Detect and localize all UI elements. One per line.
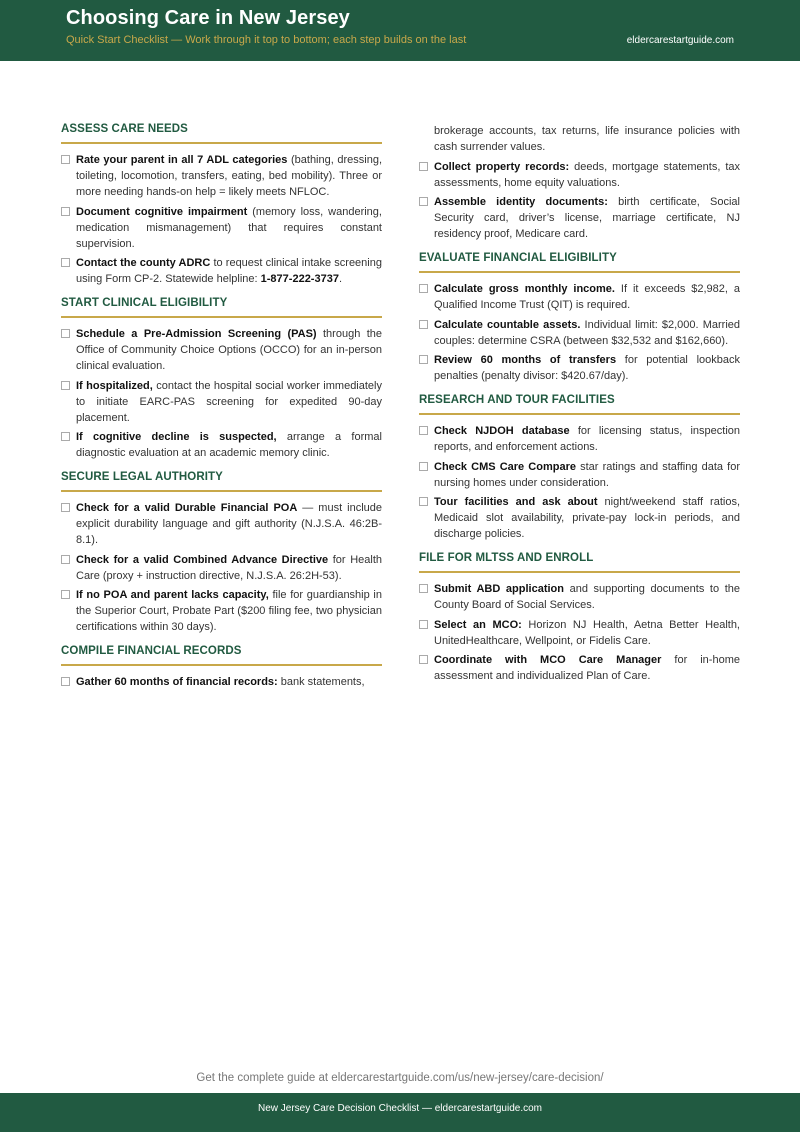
item-text: through the Office of Community Choice Options (OCCO) for an in-person clinical evaluation. <box>76 328 383 372</box>
checklist-item <box>419 581 740 613</box>
checklist-item <box>61 204 382 252</box>
checkbox-icon[interactable] <box>61 555 70 564</box>
item-label: Review 60 months of transfers <box>434 354 617 366</box>
item-label: Check for a valid Combined Advance Directive <box>76 553 329 566</box>
checklist-item <box>419 652 740 684</box>
checklist-item <box>61 326 382 374</box>
checklist-item <box>419 423 740 455</box>
item-text: deeds, mortgage statements, tax assessments, home equity valuations. <box>434 160 740 189</box>
checkbox-icon[interactable] <box>61 381 70 390</box>
checklist-item <box>61 429 382 461</box>
item-text: for potential lookback penalties (penalty divisor: $420.67/day). <box>434 354 740 382</box>
page-footer <box>0 1093 800 1132</box>
item-label: Check NJDOH database <box>434 425 570 437</box>
item-label: Check CMS Care Compare <box>434 460 576 473</box>
left-column <box>61 123 382 694</box>
right-column <box>419 123 740 688</box>
item-label: Contact the county ADRC <box>76 257 211 269</box>
checkbox-icon[interactable] <box>61 207 70 216</box>
checkbox-icon[interactable] <box>419 284 428 293</box>
checkbox-icon[interactable] <box>419 355 428 364</box>
item-text: Individual limit: $2,000. Married couples: determine CSRA (between $32,532 and $162,660). <box>434 318 740 347</box>
checkbox-icon[interactable] <box>61 155 70 164</box>
item-text: night/weekend staff ratios, Medicaid slot availability, private-pay lock-in periods, and discharge policies. <box>434 496 741 540</box>
item-text: If it exceeds $2,982, a Qualified Income Trust (QIT) is required. <box>434 283 741 311</box>
item-label: Rate your parent in all 7 ADL categories <box>76 154 288 166</box>
item-label: Assemble identity documents: <box>434 196 608 208</box>
helpline-number: 1-877-222-3737 <box>260 273 339 285</box>
checkbox-icon[interactable] <box>61 258 70 267</box>
item-label: Collect property records: <box>434 160 570 173</box>
section-title-mltss: FILE FOR MLTSS AND ENROLL <box>419 552 740 573</box>
section-title-records: COMPILE FINANCIAL RECORDS <box>61 645 382 666</box>
header-site-link[interactable]: eldercarestartguide.com <box>626 35 734 46</box>
item-text: . <box>338 273 343 285</box>
checkbox-icon[interactable] <box>61 677 70 686</box>
item-text: to request clinical intake screening using Form CP-2. Statewide helpline: <box>76 257 382 285</box>
checkbox-icon[interactable] <box>419 197 428 206</box>
checkbox-icon[interactable] <box>419 426 428 435</box>
item-text: for licensing status, inspection reports, and enforcement actions. <box>434 425 740 453</box>
item-text: for Health Care (proxy + instruction directive, N.J.S.A. 26:2H-53). <box>76 553 382 582</box>
checklist-item <box>419 159 740 191</box>
item-label: Gather 60 months of financial records: <box>76 676 278 688</box>
item-text: contact the hospital social worker immediately to initiate EARC-PAS screening for expedited 90-day placement. <box>76 379 382 424</box>
page-title: Choosing Care in New Jersey <box>66 7 350 29</box>
checkbox-icon[interactable] <box>61 503 70 512</box>
checklist-item <box>419 317 740 349</box>
checkbox-icon[interactable] <box>61 329 70 338</box>
checkbox-icon[interactable] <box>419 620 428 629</box>
checkbox-icon[interactable] <box>419 655 428 664</box>
item-label: Tour facilities and ask about <box>434 496 598 508</box>
page-header <box>0 0 800 61</box>
checkbox-icon[interactable] <box>419 162 428 171</box>
checklist-item <box>419 194 740 242</box>
item-text: birth certificate, Social Security card, driver’s license, marriage certificate, NJ residency proof, Medicare card. <box>434 196 740 240</box>
item-text: (bathing, dressing, toileting, locomotion, transfers, eating, bed mobility). Three or more needing hands-on help = likely meets NFLOC. <box>76 154 382 198</box>
item-text: for in-home assessment and individualized Plan of Care. <box>434 654 740 682</box>
item-label: Schedule a Pre-Admission Screening (PAS) <box>76 328 317 340</box>
section-title-clinical: START CLINICAL ELIGIBILITY <box>61 297 382 318</box>
item-label: If hospitalized, <box>76 379 153 392</box>
checklist-item <box>61 552 382 584</box>
checklist-item <box>61 152 382 200</box>
item-label: Select an MCO: <box>434 618 522 631</box>
checkbox-icon[interactable] <box>419 497 428 506</box>
item-text: file for guardianship in the Superior Court, Probate Part ($200 filing fee, two physician certifications within 30 days). <box>76 589 382 633</box>
item-label: Calculate countable assets. <box>434 318 581 331</box>
section-title-assess: ASSESS CARE NEEDS <box>61 123 382 144</box>
item-label: Calculate gross monthly income. <box>434 283 615 295</box>
section-title-legal: SECURE LEGAL AUTHORITY <box>61 471 382 492</box>
checklist-item <box>61 255 382 287</box>
item-text: bank statements, <box>277 676 365 688</box>
item-text: and supporting documents to the County Board of Social Services. <box>434 583 741 611</box>
checklist-item-continued: brokerage accounts, tax returns, life insurance policies with cash surrender values. <box>434 125 740 153</box>
item-label: If cognitive decline is suspected, <box>76 431 277 443</box>
checklist-item <box>61 674 382 690</box>
section-title-research: RESEARCH AND TOUR FACILITIES <box>419 394 740 415</box>
section-title-financial: EVALUATE FINANCIAL ELIGIBILITY <box>419 252 740 273</box>
item-text: — must include explicit durability language and gift authority (N.J.S.A. 46:2B-8.1). <box>76 502 382 546</box>
checklist-item <box>419 459 740 491</box>
item-text: arrange a formal diagnostic evaluation at an academic memory clinic. <box>76 431 382 459</box>
checkbox-icon[interactable] <box>419 462 428 471</box>
item-label: Document cognitive impairment <box>76 205 248 218</box>
checklist-item <box>61 378 382 426</box>
checkbox-icon[interactable] <box>419 320 428 329</box>
checkbox-icon[interactable] <box>61 432 70 441</box>
checklist-item <box>61 500 382 548</box>
page-subtitle: Quick Start Checklist — Work through it top to bottom; each step builds on the last <box>66 34 467 46</box>
item-text: star ratings and staffing data for nursing homes under consideration. <box>434 460 740 489</box>
checklist-item <box>419 617 740 649</box>
guide-link[interactable]: Get the complete guide at eldercarestartguide.com/us/new-jersey/care-decision/ <box>196 1072 604 1084</box>
checklist-item <box>419 281 740 313</box>
checkbox-icon[interactable] <box>61 590 70 599</box>
checklist-item <box>61 587 382 635</box>
item-label: If no POA and parent lacks capacity, <box>76 589 269 601</box>
item-text: Horizon NJ Health, Aetna Better Health, UnitedHealthcare, Wellpoint, or Fidelis Care. <box>434 618 740 647</box>
checklist-item <box>419 352 740 384</box>
item-label: Coordinate with MCO Care Manager <box>434 654 662 666</box>
item-label: Check for a valid Durable Financial POA <box>76 502 298 514</box>
footer-text: New Jersey Care Decision Checklist — eldercarestartguide.com <box>258 1103 542 1114</box>
item-text: (memory loss, wandering, medication mismanagement) that requires constant supervision. <box>76 205 382 250</box>
checkbox-icon[interactable] <box>419 584 428 593</box>
checklist-item <box>419 494 740 542</box>
item-label: Submit ABD application <box>434 583 564 595</box>
